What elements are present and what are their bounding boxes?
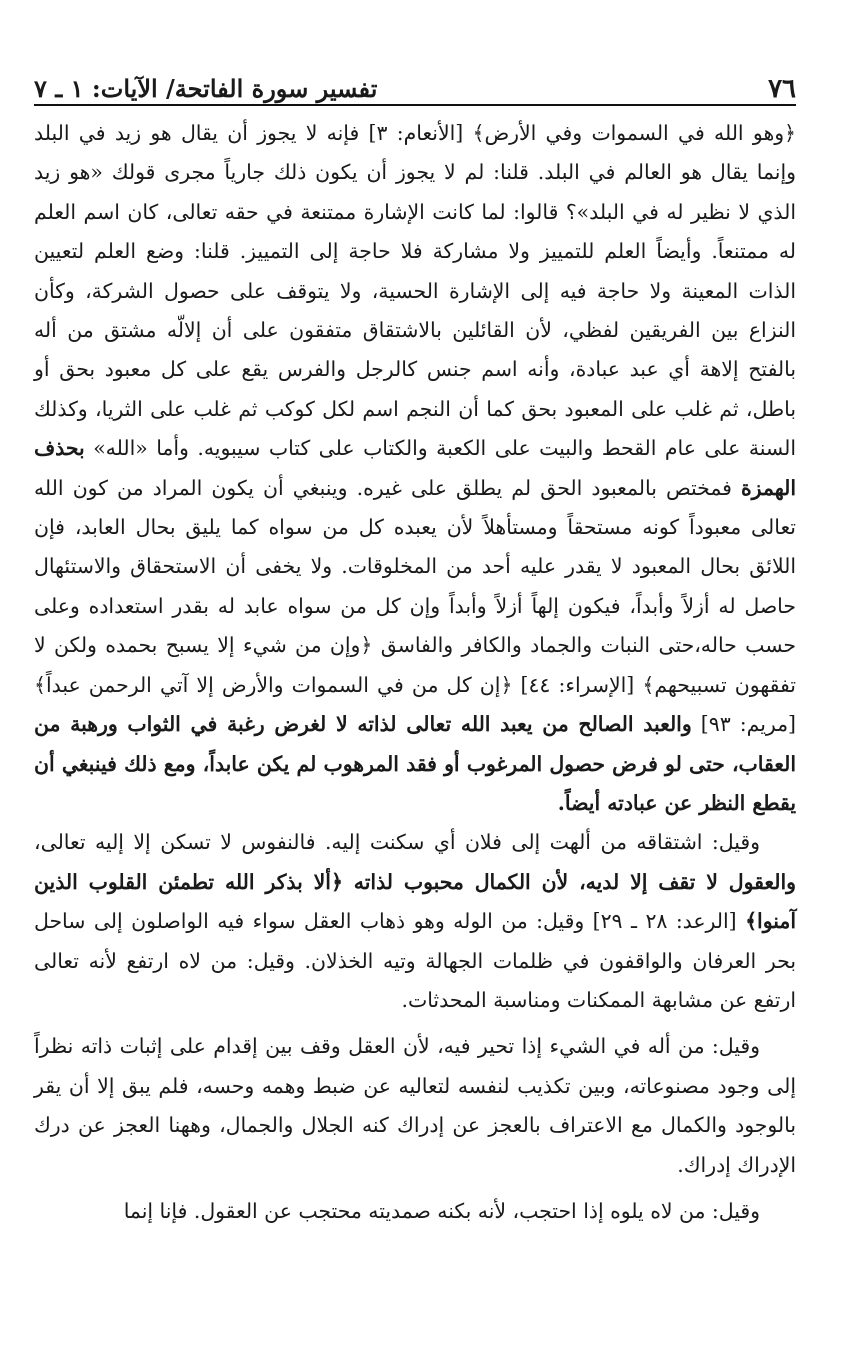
header-rule bbox=[34, 104, 796, 106]
bold-run: والعقول لا تقف إلا لديه، لأن الكمال محبوب لذاته ﴿ألا بذكر الله تطمئن القلوب الذين آمنوا﴾ bbox=[34, 869, 796, 934]
bold-run: بحذف الهمزة bbox=[34, 436, 796, 500]
body-text bbox=[34, 114, 796, 1231]
page-number: ٧٦ bbox=[768, 74, 796, 104]
paragraph-3: وقيل: من أله في الشيء إذا تحير فيه، لأن العقل وقف بين إقدام على إثبات ذاته نظراً إلى وجود مصنوعاته، وبين تكذيب لنفسه لتعاليه عن ضبط وهمه وحسه، فلم يبق إلا أن يقر بالوجود والكمال مع الاعتراف بالعجز عن إدراك كنه الجلال والجمال، وههنا العجز عن درك الإدراك إدراك. bbox=[34, 1034, 796, 1177]
text-run: ﴿وهو الله في السموات وفي الأرض﴾ [الأنعام: ٣] فإنه لا يجوز أن يقال هو زيد في البلد وإنما يقال هو العالم في البلد. قلنا: لم لا يجوز أن يكون ذلك جارياً مجرى قولك «هو زيد الذي لا نظير له في البلد»؟ قالوا: لما كانت الإشارة ممتنعة في حقه تعالى، كان اسم العلم له ممتنعاً. وأيضاً العلم للتمييز ولا مشاركة فلا حاجة إلى التمييز. قلنا: وضع العلم لتعيين الذات المعينة ولا حاجة فيه إلى الإشارة الحسية، ولا يتوقف على حصول الشركة، وكأن النزاع بين الفريقين لفظي، لأن القائلين بالاشتقاق متفقون على أن إلالّه مشتق من أله بالفتح إلاهة أي عبد عبادة، وأنه اسم جنس كالرجل والفرس يقع على كل معبود بحق أو باطل، ثم غلب على المعبود بحق كما أن النجم اسم لكل كوكب ثم غلب على الثريا، وكذلك السنة على عام القحط والبيت على الكعبة والكتاب على كتاب سيبويه. وأما «الله» bbox=[34, 121, 796, 461]
running-title: تفسير سورة الفاتحة/ الآيات: ١ ـ ٧ bbox=[34, 74, 378, 103]
text-run: وقيل: اشتقاقه من ألهت إلى فلان أي سكنت إليه. فالنفوس لا تسكن إلا إليه تعالى، bbox=[34, 830, 760, 855]
paragraph-4: وقيل: من لاه يلوه إذا احتجب، لأنه بكنه صمديته محتجب عن العقول. فإنا إنما bbox=[123, 1198, 760, 1223]
paragraph-2 bbox=[34, 823, 796, 1020]
text-run: فمختص بالمعبود الحق لم يطلق على غيره. وينبغي أن يكون المراد من كون الله تعالى معبوداً كونه مستحقاً ومستأهلاً لأن يعبده كل من سواه كما يليق بحال العابد، فإن اللائق بحال المعبود لا يقدر عليه أحد من المخلوقات. ولا يخفى أن الاستحقاق والاستئهال حاصل له أزلاً وأبداً، فيكون إلهاً أزلاً وأبداً وإن كل من سواه عابد له بقدر استعداده وعلى حسب حاله،حتى النبات والجماد والكافر والفاسق ﴿وإن من شيء إلا يسبح بحمده ولكن لا تفقهون تسبيحهم﴾ [الإسراء: ٤٤] ﴿إن كل من في السموات والأرض إلا آتي الرحمن عبداً﴾ [مريم: ٩٣] bbox=[34, 475, 796, 737]
bold-run: والعبد الصالح من يعبد الله تعالى لذاته لا لغرض رغبة في الثواب ورهبة من العقاب، حتى لو فرض حصول المرغوب أو فقد المرهوب لم يكن عابداً، ومع ذلك فينبغي أن يقطع النظر عن عبادته أيضاً. bbox=[34, 712, 796, 815]
paragraph-1 bbox=[34, 114, 796, 823]
text-run: [الرعد: ٢٨ ـ ٢٩] وقيل: من الوله وهو ذهاب العقل سواء فيه الواصلون إلى ساحل بحر العرفان والواقفون في ظلمات الجهالة وتيه الخذلان. وقيل: من لاه ارتفع لأنه تعالى ارتفع عن مشابهة الممكنات ومناسبة المحدثات. bbox=[34, 909, 796, 1012]
running-header bbox=[34, 64, 796, 104]
